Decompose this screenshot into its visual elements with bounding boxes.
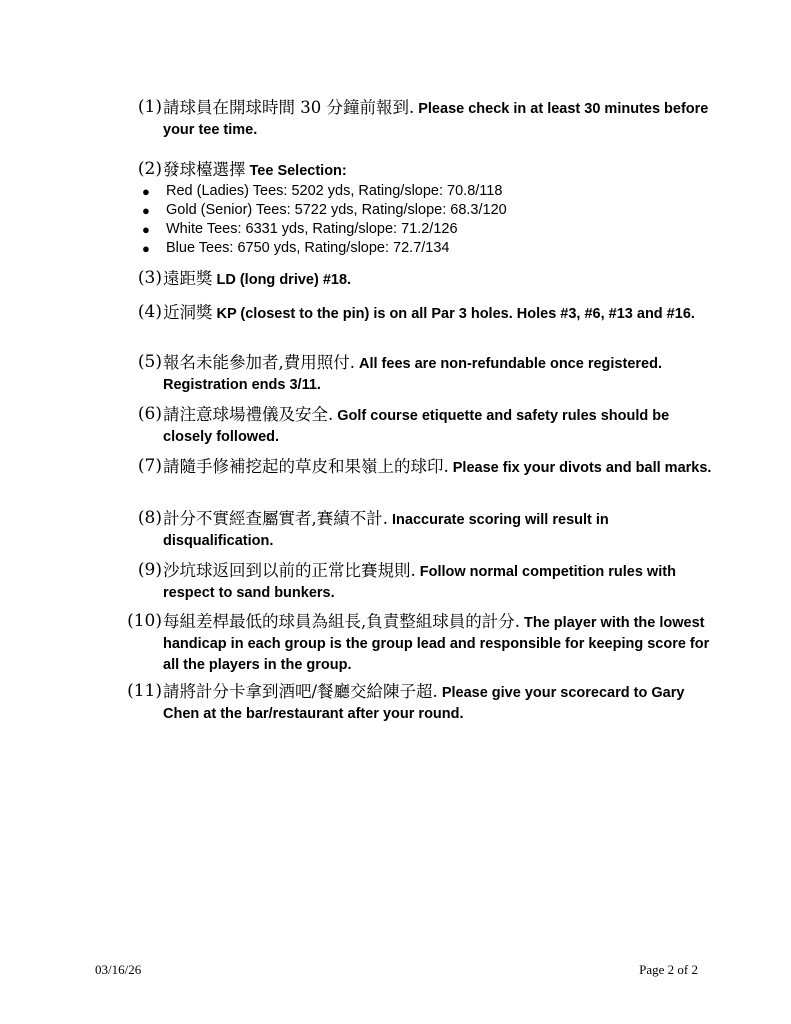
item-text-en: The player with the lowest handicap in each group is the group lead and responsible for keeping score for all the players in the group. (163, 615, 710, 673)
item-text-en: KP (closest to the pin) is on all Par 3 holes. Holes #3, #6, #13 and #16. (216, 306, 695, 322)
item-text-zh: 請球員在開球時間 30 分鐘前報到. (163, 98, 415, 117)
item-number: (10) (127, 611, 162, 631)
tee-list-item: ● Red (Ladies) Tees: 5202 yds, Rating/slope: 70.8/118 (142, 183, 503, 199)
footer-date: 03/16/26 (95, 962, 142, 977)
item-text-zh: 近洞獎 (163, 303, 213, 322)
bullet-icon: ● (142, 184, 150, 199)
list-item (120, 302, 720, 325)
item-text-en: Follow normal competition rules with respect to sand bunkers. (163, 564, 676, 601)
item-number: (7) (137, 456, 162, 476)
item-text-en: Tee Selection: (249, 163, 347, 179)
list-item (120, 268, 720, 291)
item-number: (9) (137, 560, 162, 580)
bullet-icon: ● (142, 203, 150, 218)
list-item (120, 159, 720, 258)
tee-list-item: ● White Tees: 6331 yds, Rating/slope: 71.2/126 (142, 221, 458, 237)
item-text-en: Please fix your divots and ball marks. (452, 460, 712, 476)
list-item (120, 560, 720, 604)
item-text-en: LD (long drive) #18. (216, 272, 352, 288)
item-text-en: Golf course etiquette and safety rules should be closely followed. (163, 408, 670, 445)
item-number: (3) (137, 268, 162, 288)
item-text-zh: 發球檯選擇 (163, 160, 246, 179)
tee-list-item: ● Gold (Senior) Tees: 5722 yds, Rating/slope: 68.3/120 (142, 202, 507, 218)
item-text-en: Please give your scorecard to Gary Chen at the bar/restaurant after your round. (163, 685, 685, 722)
item-number: (2) (137, 159, 162, 179)
item-number: (5) (137, 352, 162, 372)
list-item (120, 508, 720, 552)
item-number: (8) (137, 508, 162, 528)
list-item (120, 97, 720, 141)
item-text-en: All fees are non-refundable once registered. Registration ends 3/11. (163, 356, 662, 393)
item-text-zh: 請隨手修補挖起的草皮和果嶺上的球印. (163, 457, 449, 476)
bullet-icon: ● (142, 241, 150, 256)
item-text-zh: 報名未能參加者,費用照付. (163, 353, 355, 372)
item-text-en: Please check in at least 30 minutes before your tee time. (163, 101, 709, 138)
tee-list-item: ● Blue Tees: 6750 yds, Rating/slope: 72.7/134 (142, 240, 450, 256)
item-number: (11) (127, 681, 162, 701)
item-text-zh: 計分不實經查屬實者,賽績不計. (163, 509, 388, 528)
item-number: (4) (137, 302, 162, 322)
list-item (120, 611, 720, 676)
item-text-zh: 每組差桿最低的球員為組長,負責整組球員的計分. (163, 612, 520, 631)
bullet-icon: ● (142, 222, 150, 237)
list-item (120, 456, 720, 479)
list-item (120, 681, 720, 725)
list-item (120, 352, 720, 396)
item-number: (1) (137, 97, 162, 117)
item-text-zh: 遠距獎 (163, 269, 213, 288)
tee-list (142, 182, 720, 258)
list-item (120, 404, 720, 448)
item-text-en: Inaccurate scoring will result in disqualification. (163, 512, 609, 549)
footer-page-number: Page 2 of 2 (639, 962, 698, 977)
item-text-zh: 沙坑球返回到以前的正常比賽規則. (163, 561, 416, 580)
item-text-zh: 請注意球場禮儀及安全. (163, 405, 334, 424)
item-text-zh: 請將計分卡拿到酒吧/餐廳交給陳子超. (163, 682, 438, 701)
item-number: (6) (137, 404, 162, 424)
